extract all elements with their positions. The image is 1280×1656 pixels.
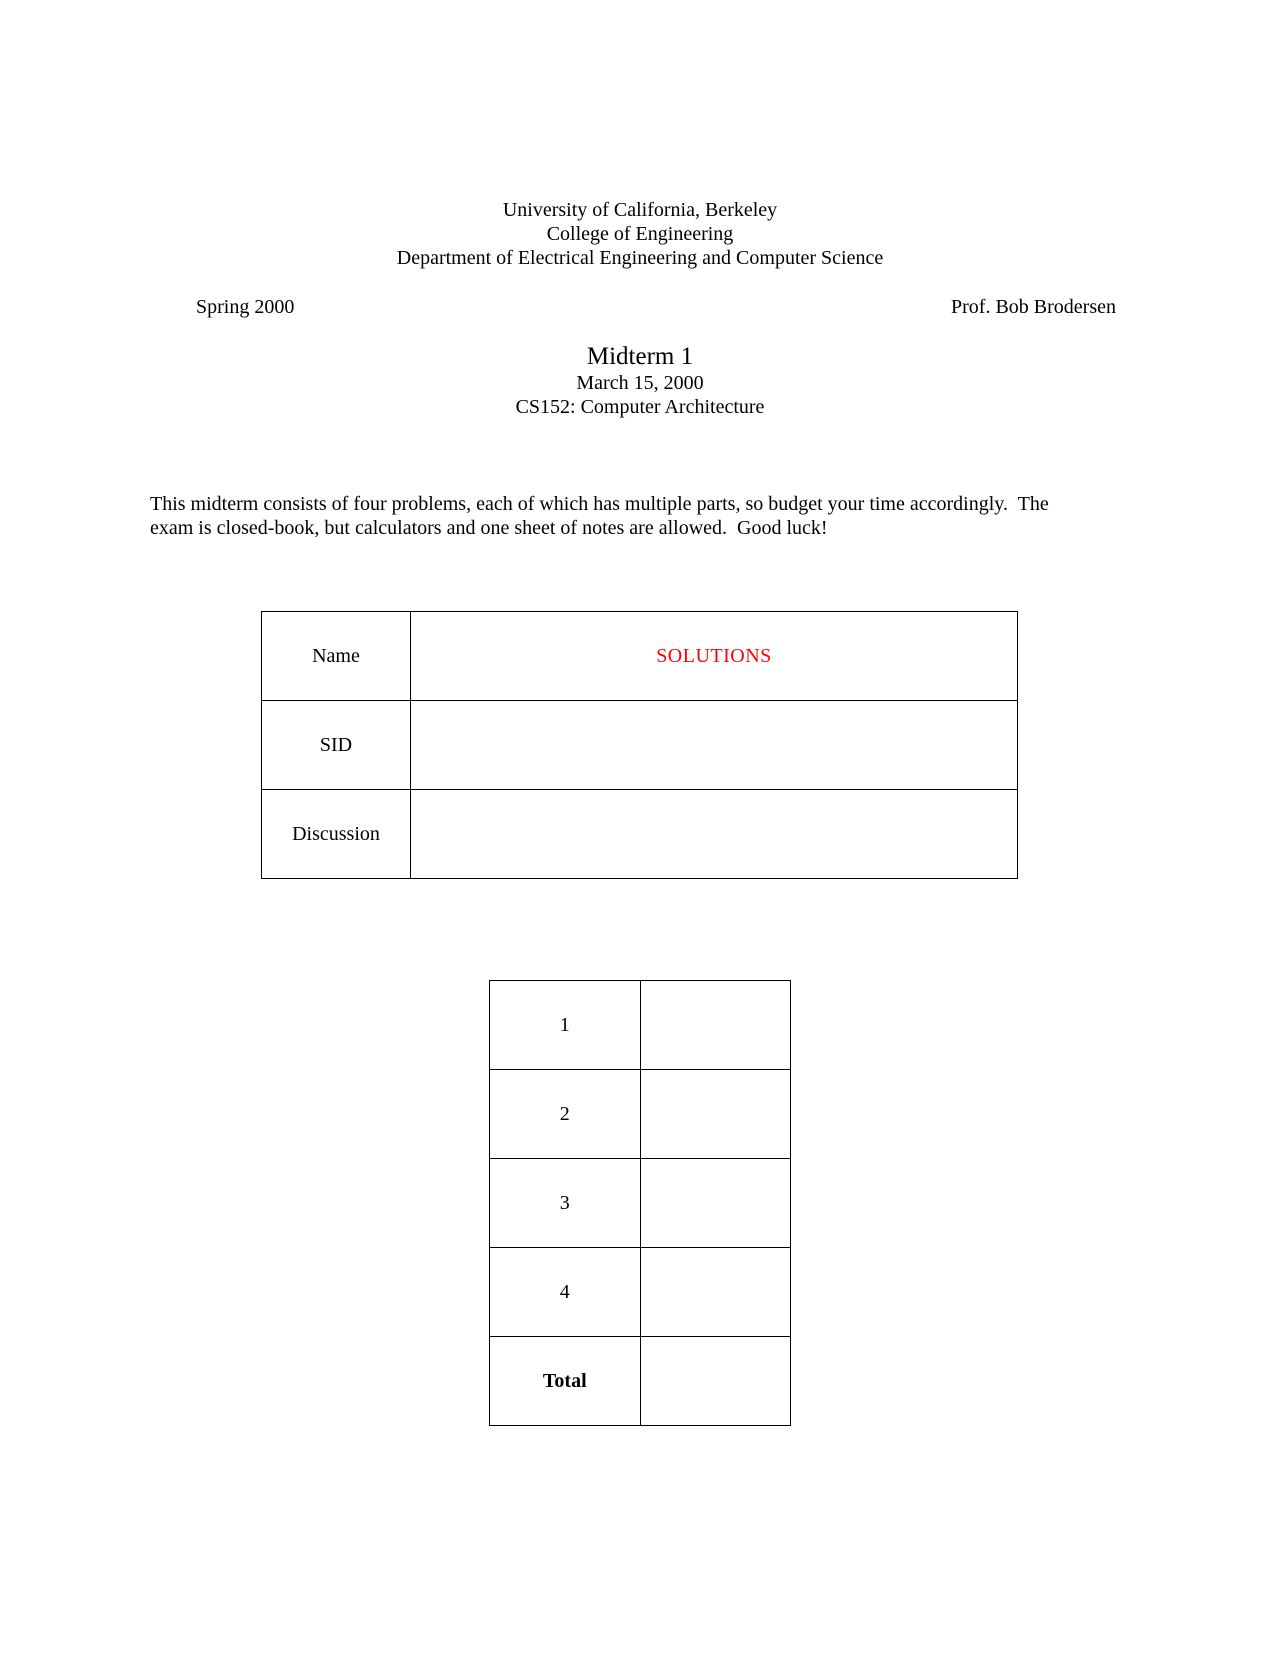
instructions bbox=[150, 492, 1110, 540]
course-name: CS152: Computer Architecture bbox=[515, 396, 765, 418]
sid-field[interactable] bbox=[411, 701, 1018, 790]
table-row bbox=[490, 1159, 791, 1248]
total-score[interactable] bbox=[640, 1337, 790, 1426]
college-name: College of Engineering bbox=[546, 223, 734, 245]
table-row bbox=[262, 612, 1018, 701]
student-info-table bbox=[261, 611, 1018, 879]
exam-date: March 15, 2000 bbox=[576, 372, 704, 394]
sid-label: SID bbox=[262, 701, 411, 790]
problem-3-label: 3 bbox=[490, 1159, 641, 1248]
department-name: Department of Electrical Engineering and Computer Science bbox=[396, 247, 884, 269]
term-label: Spring 2000 bbox=[196, 296, 295, 318]
discussion-label: Discussion bbox=[262, 790, 411, 879]
professor-label: Prof. Bob Brodersen bbox=[951, 296, 1116, 318]
discussion-field[interactable] bbox=[411, 790, 1018, 879]
table-row bbox=[490, 1248, 791, 1337]
table-row bbox=[490, 1337, 791, 1426]
score-table bbox=[489, 980, 791, 1426]
problem-4-score[interactable] bbox=[640, 1248, 790, 1337]
problem-2-score[interactable] bbox=[640, 1070, 790, 1159]
name-label: Name bbox=[262, 612, 411, 701]
problem-3-score[interactable] bbox=[640, 1159, 790, 1248]
problem-2-label: 2 bbox=[490, 1070, 641, 1159]
instructions-line-1: This midterm consists of four problems, each of which has multiple parts, so budget your time accordingly. The bbox=[150, 493, 1049, 515]
university-name: University of California, Berkeley bbox=[502, 199, 778, 221]
problem-1-label: 1 bbox=[490, 981, 641, 1070]
total-label: Total bbox=[490, 1337, 641, 1426]
table-row bbox=[490, 1070, 791, 1159]
table-row bbox=[490, 981, 791, 1070]
exam-title: Midterm 1 bbox=[586, 343, 694, 370]
name-field[interactable]: SOLUTIONS bbox=[411, 612, 1018, 701]
table-row bbox=[262, 790, 1018, 879]
table-row bbox=[262, 701, 1018, 790]
problem-4-label: 4 bbox=[490, 1248, 641, 1337]
problem-1-score[interactable] bbox=[640, 981, 790, 1070]
instructions-line-2: exam is closed-book, but calculators and one sheet of notes are allowed. Good luck! bbox=[150, 517, 828, 539]
